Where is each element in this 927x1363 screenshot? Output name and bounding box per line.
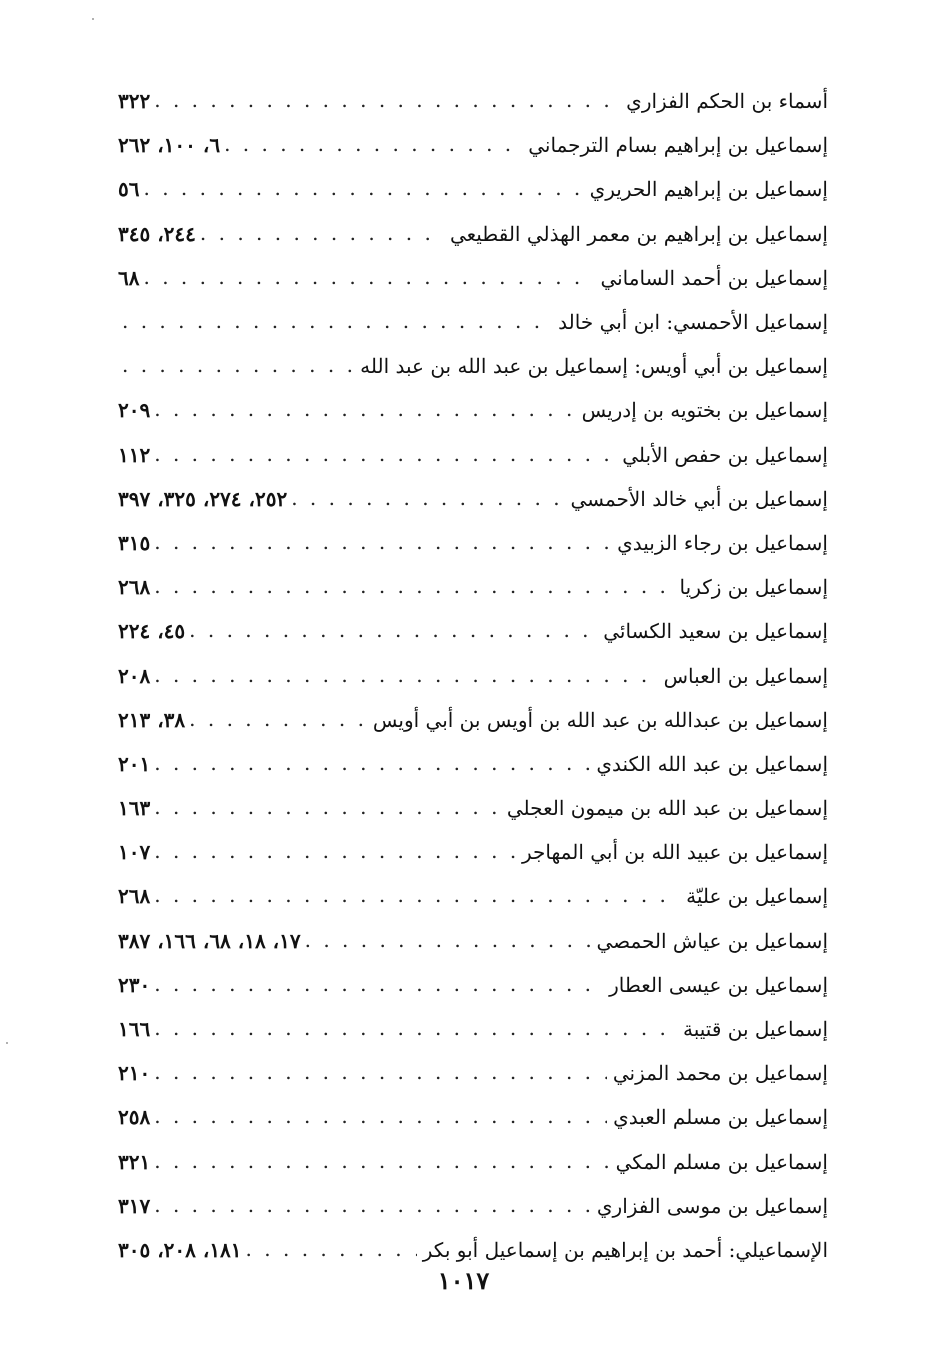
entry-pages: ١٨١، ٢٠٨، ٣٠٥ bbox=[118, 1237, 242, 1262]
entry-name: إسماعيل بن زكريا bbox=[679, 575, 828, 600]
entry-name: إسماعيل بن إبراهيم بسام الترجماني bbox=[528, 133, 828, 158]
leader-dots bbox=[189, 709, 367, 731]
leader-dots bbox=[154, 665, 657, 687]
index-entry bbox=[118, 1051, 828, 1095]
index-entry bbox=[118, 919, 828, 963]
index-entry bbox=[118, 565, 828, 609]
leader-dots bbox=[154, 90, 620, 112]
entry-name: إسماعيل بن مسلم المكي bbox=[615, 1149, 828, 1174]
entry-name: إسماعيل بن حفص الأبلي bbox=[622, 442, 828, 467]
entry-pages: ٣١٧ bbox=[118, 1193, 151, 1218]
entry-pages: ٢٦٨ bbox=[118, 884, 151, 909]
entry-name: إسماعيل بن محمد المزني bbox=[612, 1061, 828, 1086]
leader-dots bbox=[154, 444, 616, 466]
entry-pages: ٣١٥ bbox=[118, 530, 151, 555]
entry-pages: ١٧، ١٨، ٦٨، ١٦٦، ٣٨٧ bbox=[118, 928, 301, 953]
entry-name: إسماعيل بن عليّة bbox=[686, 884, 828, 909]
entry-name: إسماعيل بن رجاء الزبيدي bbox=[617, 530, 828, 555]
entry-name: إسماعيل بن عياش الحمصي bbox=[596, 928, 828, 953]
leader-dots bbox=[246, 1239, 417, 1261]
entry-pages: ٢٣٠ bbox=[118, 972, 151, 997]
entry-pages: ٦٨ bbox=[118, 265, 140, 290]
entry-pages: ١٦٣ bbox=[118, 796, 151, 821]
entry-pages: ٣٢١ bbox=[118, 1149, 151, 1174]
leader-dots bbox=[154, 576, 673, 598]
index-entry bbox=[118, 300, 828, 344]
leader-dots bbox=[189, 620, 597, 642]
entry-pages: ٢٥٨ bbox=[118, 1105, 151, 1130]
index-entry bbox=[118, 167, 828, 211]
scan-speck bbox=[6, 1042, 8, 1044]
scan-speck bbox=[92, 18, 94, 20]
leader-dots bbox=[154, 1106, 607, 1128]
entry-name: إسماعيل بن بختويه بن إدريس bbox=[581, 398, 828, 423]
index-entry bbox=[118, 256, 828, 300]
entry-pages: ٦، ١٠٠، ٢٦٢ bbox=[118, 133, 221, 158]
entry-name: الإسماعيلي: أحمد بن إبراهيم بن إسماعيل أبو بكر bbox=[422, 1237, 828, 1262]
index-entry bbox=[118, 786, 828, 830]
leader-dots bbox=[305, 930, 591, 952]
entry-pages: ٢٠٩ bbox=[118, 398, 151, 423]
index-entry bbox=[118, 433, 828, 477]
entry-name: إسماعيل بن أحمد الساماني bbox=[600, 265, 828, 290]
entry-pages: ٢٤٤، ٣٤٥ bbox=[118, 221, 196, 246]
entry-name: إسماعيل بن مسلم العبدي bbox=[613, 1105, 828, 1130]
index-entry bbox=[118, 1184, 828, 1228]
entry-name: إسماعيل بن أبي أويس: إسماعيل بن عبد الله بن عبد الله bbox=[360, 354, 828, 379]
entry-pages: ٢١٠ bbox=[118, 1061, 151, 1086]
leader-dots bbox=[154, 1151, 609, 1173]
entry-pages: ٢٦٨ bbox=[118, 575, 151, 600]
entry-name: إسماعيل بن عبد الله بن ميمون العجلي bbox=[506, 796, 828, 821]
name-index-list bbox=[118, 79, 828, 1272]
leader-dots bbox=[154, 797, 501, 819]
index-entry bbox=[118, 609, 828, 653]
index-entry bbox=[118, 653, 828, 697]
leader-dots bbox=[122, 311, 552, 333]
entry-pages: ١٠٧ bbox=[118, 840, 151, 865]
index-entry bbox=[118, 521, 828, 565]
leader-dots bbox=[154, 532, 611, 554]
entry-pages: ٤٥، ٢٢٤ bbox=[118, 619, 186, 644]
entry-name: إسماعيل بن العباس bbox=[663, 663, 828, 688]
leader-dots bbox=[143, 178, 583, 200]
entry-pages: ٣٨، ٢١٣ bbox=[118, 707, 186, 732]
leader-dots bbox=[154, 1018, 677, 1040]
index-entry bbox=[118, 830, 828, 874]
index-entry bbox=[118, 388, 828, 432]
index-entry bbox=[118, 1007, 828, 1051]
index-entry bbox=[118, 963, 828, 1007]
leader-dots bbox=[122, 355, 354, 377]
index-entry bbox=[118, 477, 828, 521]
leader-dots bbox=[291, 488, 564, 510]
leader-dots bbox=[154, 974, 603, 996]
leader-dots bbox=[224, 134, 522, 156]
entry-name: إسماعيل بن عبدالله بن عبد الله بن أويس بن أبي أويس bbox=[372, 707, 828, 732]
entry-pages: ٢٠٨ bbox=[118, 663, 151, 688]
entry-name: إسماعيل بن عبيد الله بن أبي المهاجر bbox=[521, 840, 828, 865]
index-entry bbox=[118, 742, 828, 786]
leader-dots bbox=[154, 1195, 591, 1217]
entry-name: إسماعيل بن عبد الله الكندي bbox=[596, 751, 828, 776]
index-entry bbox=[118, 1095, 828, 1139]
entry-name: إسماعيل بن إبراهيم بن معمر الهذلي القطيعي bbox=[449, 221, 828, 246]
entry-pages: ١٦٦ bbox=[118, 1017, 151, 1042]
entry-pages: ٥٦ bbox=[118, 177, 140, 202]
leader-dots bbox=[154, 1062, 607, 1084]
entry-name: إسماعيل الأحمسي: ابن أبي خالد bbox=[558, 310, 828, 335]
leader-dots bbox=[154, 753, 590, 775]
entry-name: إسماعيل بن قتيبة bbox=[683, 1017, 828, 1042]
entry-name: إسماعيل بن أبي خالد الأحمسي bbox=[570, 486, 828, 511]
entry-name: أسماء بن الحكم الفزاري bbox=[626, 89, 828, 114]
entry-pages: ٢٠١ bbox=[118, 751, 151, 776]
leader-dots bbox=[200, 223, 444, 245]
index-entry bbox=[118, 123, 828, 167]
entry-pages: ١١٢ bbox=[118, 442, 151, 467]
leader-dots bbox=[143, 267, 594, 289]
index-entry bbox=[118, 344, 828, 388]
leader-dots bbox=[154, 841, 516, 863]
index-entry bbox=[118, 212, 828, 256]
index-entry bbox=[118, 698, 828, 742]
index-entry bbox=[118, 1140, 828, 1184]
index-entry bbox=[118, 874, 828, 918]
entry-pages: ٢٥٢، ٢٧٤، ٣٢٥، ٣٩٧ bbox=[118, 486, 288, 511]
entry-name: إسماعيل بن موسى الفزاري bbox=[596, 1193, 828, 1218]
leader-dots bbox=[154, 399, 575, 421]
entry-pages: ٣٢٢ bbox=[118, 89, 151, 114]
entry-name: إسماعيل بن سعيد الكسائي bbox=[603, 619, 828, 644]
entry-name: إسماعيل بن إبراهيم الحريري bbox=[589, 177, 828, 202]
page-number: ١٠١٧ bbox=[437, 1266, 490, 1295]
leader-dots bbox=[154, 885, 680, 907]
index-entry bbox=[118, 79, 828, 123]
entry-name: إسماعيل بن عيسى العطار bbox=[609, 972, 828, 997]
